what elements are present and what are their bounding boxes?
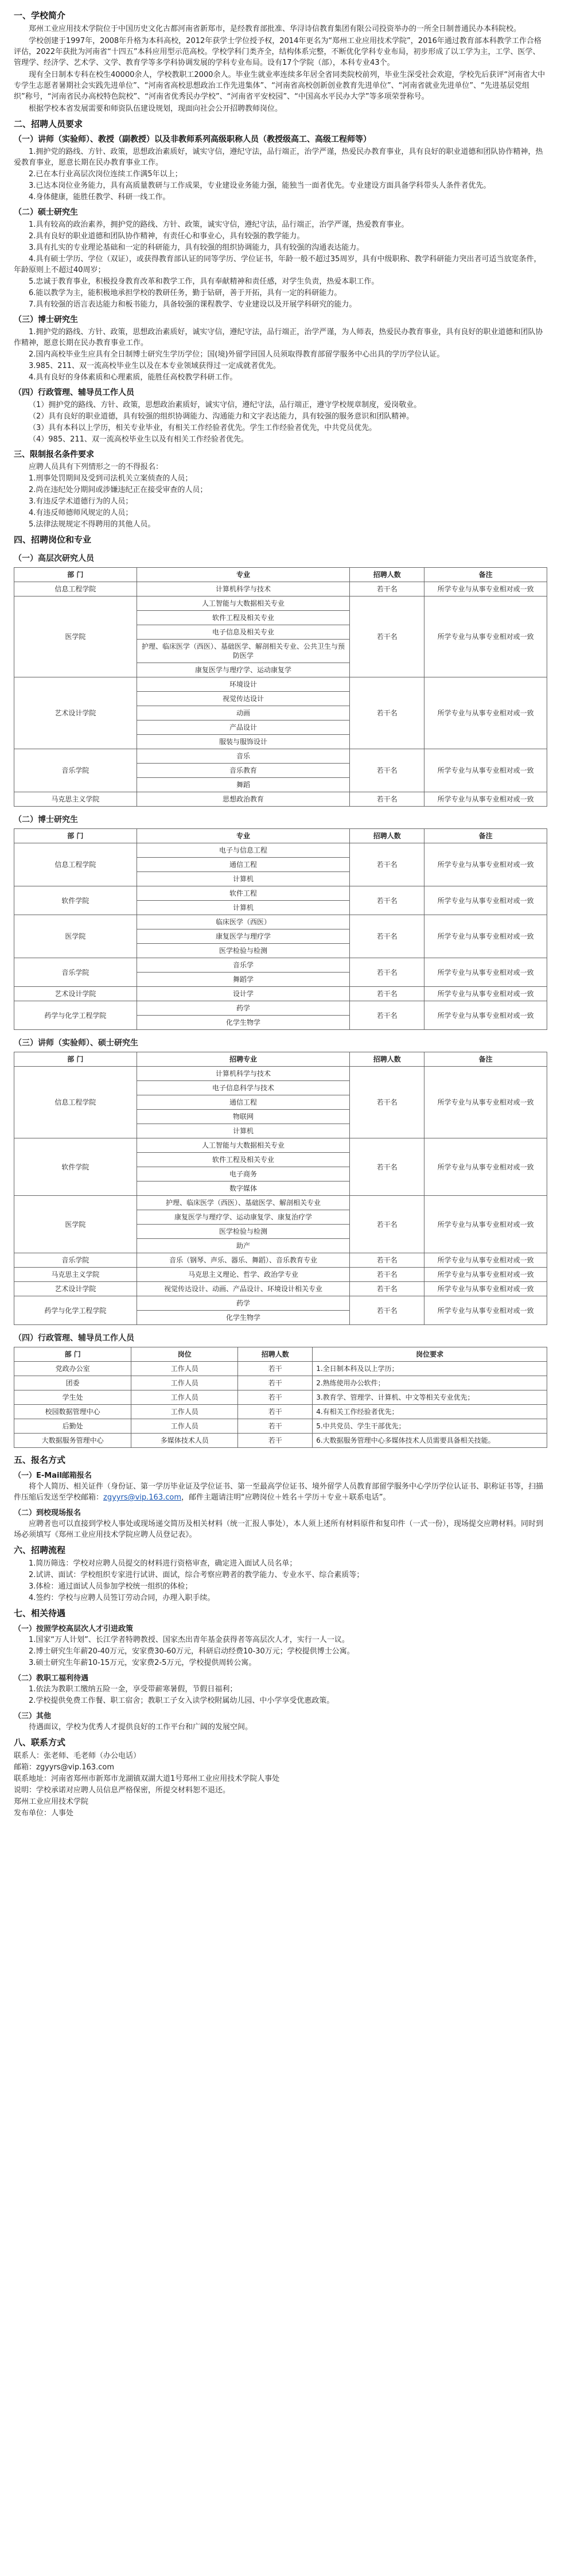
- table-4: [14, 1347, 547, 1448]
- requirement-item: 4.有违反师德师风规定的人员；: [29, 509, 133, 517]
- benefits-list: [14, 1622, 547, 1733]
- major-cell: 计算机: [137, 872, 350, 886]
- major-cell: 电子信息及相关专业: [137, 625, 350, 640]
- requirement-cell: 4.有相关工作经验者优先；: [313, 1405, 547, 1419]
- major-cell: 动画: [137, 706, 350, 720]
- count-cell: 若干名: [350, 987, 424, 1001]
- major-cell: 思想政治教育: [137, 792, 350, 807]
- table-header-cell: 备注: [424, 1052, 547, 1067]
- benefit-title: （三）其他: [14, 1712, 52, 1721]
- post-cell: 工作人员: [131, 1362, 238, 1376]
- major-cell: 音乐学: [137, 958, 350, 973]
- benefits-section: [14, 1607, 547, 1733]
- requirement-item: （4）985、211、双一流高校毕业生以及有相关工作经验者优先。: [29, 435, 248, 444]
- note-cell: 所学专业与从事专业相对或一致: [424, 677, 547, 749]
- dept-cell: 校园数据管理中心: [14, 1405, 131, 1419]
- dept-cell: 信息工程学院: [14, 1067, 137, 1138]
- count-cell: 若干名: [350, 1196, 424, 1253]
- table-header-cell: 专业: [137, 829, 350, 843]
- benefit-item: 待遇面议，学校为优秀人才提供良好的工作平台和广阔的发展空间。: [29, 1723, 253, 1731]
- major-cell: 医学检验与检测: [137, 1225, 350, 1239]
- dept-cell: 艺术设计学院: [14, 1282, 137, 1296]
- process-list: [14, 1558, 547, 1603]
- table-header-cell: 招聘专业: [137, 1052, 350, 1067]
- benefit-item: 2.博士研究生年薪20-40万元，安家费30-60万元，科研启动经费10-30万元；学校提供博士公寓。: [29, 1647, 354, 1656]
- note-cell: 所学专业与从事专业相对或一致: [424, 1067, 547, 1138]
- process-heading: 六、招聘流程: [14, 1545, 66, 1555]
- dept-cell: 医学院: [14, 1196, 137, 1253]
- requirement-item: 4.具有硕士学历、学位（双证），或获得教育部认证的同等学历、学位证书，年龄一般不超过35周岁，具有中级职称、教学科研能力突出者可适当放宽条件，年龄原则上不超过40周岁；: [14, 255, 541, 274]
- major-cell: 药学: [137, 1296, 350, 1311]
- table-row: [14, 1138, 547, 1153]
- dept-cell: 艺术设计学院: [14, 677, 137, 749]
- post-cell: 工作人员: [131, 1376, 238, 1390]
- table-2-title: （二）博士研究生: [14, 815, 78, 824]
- process-item: 3.体检：通过面试人员参加学校统一组织的体检；: [29, 1582, 193, 1591]
- requirement-item: 4.身体健康，能胜任教学、科研一线工作。: [29, 193, 170, 202]
- major-cell: 康复医学与理疗学、运动康复学、康复治疗学: [137, 1210, 350, 1225]
- table-header-cell: 部 门: [14, 829, 137, 843]
- position-group-items: [14, 219, 547, 310]
- table-row: [14, 1362, 547, 1376]
- table-row: [14, 1253, 547, 1268]
- process-item: 4.签约：学校与应聘人员签订劳动合同，办理入职手续。: [29, 1594, 215, 1602]
- count-cell: 若干名: [350, 677, 424, 749]
- table-row: [14, 987, 547, 1001]
- requirement-item: 5.法律法规规定不得聘用的其他人员。: [29, 520, 155, 529]
- requirement-cell: 1.全日制本科及以上学历；: [313, 1362, 547, 1376]
- table-row: [14, 596, 547, 611]
- major-cell: 康复医学与理疗学: [137, 929, 350, 944]
- major-cell: 视觉传达设计: [137, 692, 350, 706]
- benefit-item: 1.国家“万人计划”、长江学者特聘教授、国家杰出青年基金获得者等高层次人才，实行一人一议。: [29, 1636, 349, 1644]
- position-group-title: 三、限制报名条件要求: [14, 450, 94, 459]
- requirement-item: 2.已在本行业高层次岗位连续工作满5年以上；: [29, 170, 182, 179]
- count-cell: 若干名: [350, 1282, 424, 1296]
- intro-paragraph: 学校创建于1997年，2008年升格为本科高校，2012年获学士学位授予权，2014年更名为“郑州工业应用技术学院”，2016年通过教育部本科教学工作合格评估，2022年获批为河南省“十四五”本科应用型示范高校。学校学科门类齐全，结构体系完整，不断优化学科专业布局，初步形成了以工学为主，工学、医学、管理学、经济学、艺术学、文学、教育学等多学科协调发展的学科专业布局。设有17个学院（部），本科专业43个。: [14, 37, 541, 67]
- major-cell: 软件工程及相关专业: [137, 1153, 350, 1167]
- dept-cell: 药学与化学工程学院: [14, 1296, 137, 1325]
- major-cell: 电子与信息工程: [137, 843, 350, 858]
- table-row: [14, 1282, 547, 1296]
- count-cell: 若干名: [350, 958, 424, 987]
- table-header-cell: 部 门: [14, 1052, 137, 1067]
- requirement-item: （2）具有良好的职业道德，具有较强的组织协调能力、沟通能力和文字表达能力，具有较强的服务意识和团队精神。: [29, 412, 414, 421]
- dept-cell: 后勤处: [14, 1419, 131, 1434]
- apply-email-text: 将个人简历、相关证件（身份证、第一学历毕业证及学位证书、第一至最高学位证书、境外留学人员教育部留学服务中心学历学位认证书、职称证书等，扫描件压缩后发送至学校邮箱：zgyyrs@vip.163.com，邮件主题请注明“应聘岗位＋姓名＋学历＋专业＋联系电话”。: [14, 1482, 544, 1502]
- process-item: 1.简历筛选：学校对应聘人员提交的材料进行资格审查，确定进入面试人员名单；: [29, 1559, 297, 1568]
- table-row: [14, 1296, 547, 1311]
- requirement-item: 2.国内高校毕业生应具有全日制博士研究生学历学位；国(境)外留学回国人员须取得教育部留学服务中心出具的学历学位认证。: [29, 350, 445, 359]
- major-cell: 通信工程: [137, 858, 350, 872]
- requirement-item: 1.拥护党的路线、方针、政策，思想政治素质好，诚实守信，遵纪守法，品行端正，治学严谨，为人师表，热爱民办教育事业，具有良好的职业道德和团队协作精神，愿意长期在民办教育事业工作。: [14, 328, 543, 347]
- requirement-item: （3）具有本科以上学历，相关专业毕业，有相关工作经验者优先。学生工作经验者优先，中共党员优先。: [29, 424, 377, 432]
- count-cell: 若干名: [350, 792, 424, 807]
- apply-email-link[interactable]: zgyyrs@vip.163.com: [103, 1493, 181, 1502]
- major-cell: 音乐: [137, 749, 350, 764]
- position-group-items: [14, 146, 547, 203]
- tables-heading: 四、招聘岗位和专业: [14, 534, 92, 545]
- table-row: [14, 1067, 547, 1081]
- note-cell: 所学专业与从事专业相对或一致: [424, 1138, 547, 1196]
- major-cell: 计算机: [137, 901, 350, 915]
- intro-heading: 一、学校简介: [14, 10, 66, 21]
- note-cell: 所学专业与从事专业相对或一致: [424, 792, 547, 807]
- dept-cell: 医学院: [14, 915, 137, 958]
- major-cell: 服装与服饰设计: [137, 735, 350, 749]
- requirement-cell: 2.熟练使用办公软件；: [313, 1376, 547, 1390]
- contact-line: 联系地址：河南省郑州市新郑市龙湖镇双湖大道1号郑州工业应用技术学院人事处: [14, 1775, 280, 1783]
- dept-cell: 大数据服务管理中心: [14, 1434, 131, 1448]
- post-cell: 工作人员: [131, 1419, 238, 1434]
- table-row: [14, 1376, 547, 1390]
- dept-cell: 马克思主义学院: [14, 792, 137, 807]
- benefit-item: 2.学校提供免费工作餐、职工宿舍；教职工子女入读学校附属幼儿园、中小学享受优惠政策。: [29, 1696, 334, 1705]
- table-2: [14, 828, 547, 1030]
- table-row: [14, 843, 547, 858]
- dept-cell: 信息工程学院: [14, 843, 137, 886]
- process-section: [14, 1544, 547, 1603]
- table-header-cell: 备注: [424, 568, 547, 582]
- count-cell: 若干名: [350, 596, 424, 677]
- count-cell: 若干: [238, 1419, 313, 1434]
- note-cell: 所学专业与从事专业相对或一致: [424, 1296, 547, 1325]
- benefits-heading: 七、相关待遇: [14, 1608, 66, 1618]
- count-cell: 若干名: [350, 843, 424, 886]
- contact-line: 发布单位：人事处: [14, 1809, 74, 1818]
- table-1-title: （一）高层次研究人员: [14, 554, 94, 563]
- count-cell: 若干: [238, 1405, 313, 1419]
- requirement-item: 5.忠诚于教育事业，积极投身教育改革和教学工作，具有奉献精神和责任感，对学生负责，热爱本职工作。: [29, 277, 379, 286]
- major-cell: 产品设计: [137, 720, 350, 735]
- requirement-item: 应聘人员具有下列情形之一的不得报名：: [29, 463, 163, 471]
- dept-cell: 药学与化学工程学院: [14, 1001, 137, 1030]
- position-group-items: [14, 462, 547, 530]
- major-cell: 康复医学与理疗学、运动康复学: [137, 663, 350, 677]
- requirement-item: 3.985、211、双一流高校毕业生以及在本专业领域获得过一定成就者优先。: [29, 362, 281, 370]
- contact-list: [14, 1750, 547, 1819]
- major-cell: 护理、临床医学（西医）、基础医学、解剖相关专业: [137, 1196, 350, 1210]
- note-cell: 所学专业与从事专业相对或一致: [424, 987, 547, 1001]
- table-row: [14, 1196, 547, 1210]
- dept-cell: 音乐学院: [14, 1253, 137, 1268]
- table-header-cell: 招聘人数: [350, 829, 424, 843]
- table-3: [14, 1052, 547, 1325]
- major-cell: 音乐教育: [137, 764, 350, 778]
- major-cell: 马克思主义理论、哲学、政治学专业: [137, 1268, 350, 1282]
- table-header-cell: 招聘人数: [350, 568, 424, 582]
- process-item: 2.试讲、面试：学校组织专家进行试讲、面试，综合考察应聘者的教学能力、专业水平、综合素质等；: [29, 1571, 364, 1579]
- post-cell: 工作人员: [131, 1405, 238, 1419]
- dept-cell: 软件学院: [14, 1138, 137, 1196]
- major-cell: 化学生物学: [137, 1311, 350, 1325]
- note-cell: 所学专业与从事专业相对或一致: [424, 596, 547, 677]
- positions-section: [14, 118, 547, 530]
- apply-section: [14, 1454, 547, 1540]
- dept-cell: 团委: [14, 1376, 131, 1390]
- apply-heading: 五、报名方式: [14, 1455, 66, 1465]
- table-row: [14, 792, 547, 807]
- position-group-title: （一）讲师（实验师）、教授（副教授）以及非教师系列高级职称人员（教授级高工、高级工程师等）: [14, 135, 371, 144]
- intro-section: [14, 9, 547, 114]
- benefit-title: （一）按照学校高层次人才引进政策: [14, 1625, 134, 1633]
- benefit-item: 1.依法为教职工缴纳五险一金，享受带薪寒暑假，节假日福利；: [29, 1685, 237, 1694]
- table-row: [14, 1419, 547, 1434]
- dept-cell: 医学院: [14, 596, 137, 677]
- dept-cell: 音乐学院: [14, 749, 137, 792]
- count-cell: 若干名: [350, 1296, 424, 1325]
- major-cell: 设计学: [137, 987, 350, 1001]
- table-header-cell: 岗位要求: [313, 1347, 547, 1362]
- major-cell: 化学生物学: [137, 1016, 350, 1030]
- table-row: [14, 582, 547, 596]
- contact-line: 联系人：张老师、毛老师（办公电话）: [14, 1752, 141, 1760]
- requirement-item: 3.具有扎实的专业理论基础和一定的科研能力，具有较强的组织协调能力，具有较强的沟通表达能力。: [29, 243, 364, 252]
- requirement-item: 2.具有良好的职业道德和团队协作精神，有责任心和事业心，具有较强的教学能力。: [29, 232, 305, 241]
- requirement-item: 3.有违反学术道德行为的人员；: [29, 497, 133, 506]
- major-cell: 视觉传达设计、动画、产品设计、环境设计相关专业: [137, 1282, 350, 1296]
- table-row: [14, 1001, 547, 1016]
- requirement-item: 1.拥护党的路线、方针、政策，思想政治素质好，诚实守信，遵纪守法，品行端正，治学严谨，热爱民办教育事业，具有良好的职业道德和团队协作精神，热爱教育事业，愿意长期在民办教育事业工作。: [14, 148, 543, 167]
- post-cell: 多媒体技术人员: [131, 1434, 238, 1448]
- dept-cell: 马克思主义学院: [14, 1268, 137, 1282]
- table-header-cell: 备注: [424, 829, 547, 843]
- table-row: [14, 1390, 547, 1405]
- table-row: [14, 1405, 547, 1419]
- major-cell: 计算机科学与技术: [137, 1067, 350, 1081]
- position-group-title: （二）硕士研究生: [14, 208, 78, 217]
- contact-section: [14, 1736, 547, 1819]
- intro-paragraph: 现有全日制本专科在校生40000余人，学校教职工2000余人。毕业生就业率连续多年居全省同类院校前列，毕业生深受社会欢迎，学校先后获评“河南省大中专学生志愿者暑期社会实践先进单位”、“河南省高校思想政治工作先进集体”、“河南省高校创新创业教育先进单位”、“河南省就业先进单位”、“先进基层党组织”称号，“河南省民办高校特色院校”、“河南省优秀民办学校”、“河南省平安校园”、“中国高水平民办大学”等多项荣誉称号。: [14, 71, 546, 101]
- note-cell: 所学专业与从事专业相对或一致: [424, 582, 547, 596]
- position-groups: [14, 133, 547, 530]
- positions-heading: 二、招聘人员要求: [14, 119, 83, 129]
- table-header-cell: 岗位: [131, 1347, 238, 1362]
- table-header-cell: 招聘人数: [350, 1052, 424, 1067]
- major-cell: 舞蹈学: [137, 973, 350, 987]
- dept-cell: 音乐学院: [14, 958, 137, 987]
- dept-cell: 软件学院: [14, 886, 137, 915]
- table-row: [14, 886, 547, 901]
- note-cell: 所学专业与从事专业相对或一致: [424, 1196, 547, 1253]
- major-cell: 临床医学（西医）: [137, 915, 350, 929]
- note-cell: 所学专业与从事专业相对或一致: [424, 886, 547, 915]
- table-header-cell: 招聘人数: [238, 1347, 313, 1362]
- note-cell: 所学专业与从事专业相对或一致: [424, 958, 547, 987]
- major-cell: 计算机: [137, 1124, 350, 1138]
- requirement-cell: 3.教育学、管理学、计算机、中文等相关专业优先；: [313, 1390, 547, 1405]
- count-cell: 若干名: [350, 582, 424, 596]
- requirement-item: 7.具有较强的语言表达能力和板书能力，具备较强的课程教学、专业建设以及开展学科研究的能力。: [29, 300, 357, 309]
- requirement-item: （1）拥护党的路线、方针、政策，思想政治素质好，诚实守信，遵纪守法，品行端正，遵守学校规章制度，爱岗敬业。: [29, 401, 422, 409]
- requirement-item: 4.具有良好的身体素质和心理素质，能胜任高校教学科研工作。: [29, 373, 237, 382]
- benefit-title: （二）教职工福利待遇: [14, 1674, 89, 1683]
- major-cell: 软件工程及相关专业: [137, 611, 350, 625]
- major-cell: 数字媒体: [137, 1182, 350, 1196]
- contact-heading: 八、联系方式: [14, 1737, 66, 1748]
- requirement-cell: 6.大数据服务管理中心多媒体技术人员需要具备相关技能。: [313, 1434, 547, 1448]
- major-cell: 药学: [137, 1001, 350, 1016]
- requirement-cell: 5.中共党员、学生干部优先；: [313, 1419, 547, 1434]
- table-3-title: （三）讲师（实验师）、硕士研究生: [14, 1039, 138, 1048]
- position-group-items: [14, 327, 547, 383]
- note-cell: 所学专业与从事专业相对或一致: [424, 1268, 547, 1282]
- contact-line: 邮箱：zgyyrs@vip.163.com: [14, 1763, 114, 1772]
- position-group-title: （四）行政管理、辅导员工作人员: [14, 388, 134, 397]
- post-cell: 工作人员: [131, 1390, 238, 1405]
- major-cell: 软件工程: [137, 886, 350, 901]
- major-cell: 舞蹈: [137, 778, 350, 792]
- major-cell: 助产: [137, 1239, 350, 1253]
- contact-line: 郑州工业应用技术学院: [14, 1798, 89, 1806]
- table-row: [14, 958, 547, 973]
- major-cell: 电子信息科学与技术: [137, 1081, 350, 1095]
- dept-cell: 学生处: [14, 1390, 131, 1405]
- intro-paragraph: 郑州工业应用技术学院位于中国历史文化古都河南省新郑市，是经教育部批准、华浔诗信教育集团有限公司投资举办的一所全日制普通民办本科院校。: [29, 25, 521, 33]
- intro-paragraphs: [14, 24, 547, 114]
- table-4-title: （四）行政管理、辅导员工作人员: [14, 1334, 134, 1343]
- count-cell: 若干名: [350, 1138, 424, 1196]
- requirement-item: 6.能以教学为主，能积极地承担学校的教研任务，勤于钻研，善于开拓，具有一定的科研能力。: [29, 289, 342, 297]
- position-group-title: （三）博士研究生: [14, 315, 78, 324]
- requirement-item: 1.具有较高的政治素养，拥护党的路线、方针、政策，诚实守信，遵纪守法，品行端正，治学严谨，热爱教育事业。: [29, 220, 409, 229]
- note-cell: 所学专业与从事专业相对或一致: [424, 749, 547, 792]
- dept-cell: 党政办公室: [14, 1362, 131, 1376]
- count-cell: 若干: [238, 1390, 313, 1405]
- major-cell: 护理、临床医学（西医）、基础医学、解剖相关专业、公共卫生与预防医学: [137, 640, 350, 663]
- requirement-item: 3.已达本岗位业务能力，具有高质量教研与工作成果，专业建设业务能力强，能独当一面者优先。专业建设方面具备学科带头人条件者优先。: [29, 181, 491, 190]
- major-cell: 环境设计: [137, 677, 350, 692]
- count-cell: 若干名: [350, 1067, 424, 1138]
- major-cell: 电子商务: [137, 1167, 350, 1182]
- table-1: [14, 567, 547, 807]
- intro-paragraph: 根据学校本省发展需要和师资队伍建设规划，现面向社会公开招聘教师岗位。: [29, 104, 283, 113]
- contact-line: 说明：学校承诺对应聘人员信息严格保密，所提交材料恕不退还。: [14, 1786, 231, 1795]
- table-row: [14, 1434, 547, 1448]
- table-row: [14, 1268, 547, 1282]
- major-cell: 物联网: [137, 1110, 350, 1124]
- major-cell: 音乐（钢琴、声乐、器乐、舞蹈）、音乐教育专业: [137, 1253, 350, 1268]
- count-cell: 若干名: [350, 886, 424, 915]
- apply-email-title: （一）E-Mail邮箱报名: [14, 1471, 92, 1480]
- note-cell: 所学专业与从事专业相对或一致: [424, 1282, 547, 1296]
- major-cell: 人工智能与大数据相关专业: [137, 1138, 350, 1153]
- table-row: [14, 677, 547, 692]
- table-header-cell: 部 门: [14, 1347, 131, 1362]
- note-cell: 所学专业与从事专业相对或一致: [424, 1001, 547, 1030]
- major-cell: 通信工程: [137, 1095, 350, 1110]
- table-row: [14, 749, 547, 764]
- note-cell: 所学专业与从事专业相对或一致: [424, 1253, 547, 1268]
- tables-section: [14, 533, 547, 1448]
- count-cell: 若干名: [350, 1253, 424, 1268]
- count-cell: 若干名: [350, 1001, 424, 1030]
- dept-cell: 信息工程学院: [14, 582, 137, 596]
- count-cell: 若干: [238, 1434, 313, 1448]
- table-row: [14, 915, 547, 929]
- requirement-item: 1.刑事处罚期间及受到司法机关立案侦查的人员；: [29, 474, 193, 483]
- major-cell: 医学检验与检测: [137, 944, 350, 958]
- major-cell: 计算机科学与技术: [137, 582, 350, 596]
- count-cell: 若干名: [350, 915, 424, 958]
- major-cell: 人工智能与大数据相关专业: [137, 596, 350, 611]
- note-cell: 所学专业与从事专业相对或一致: [424, 843, 547, 886]
- table-header-cell: 部 门: [14, 568, 137, 582]
- count-cell: 若干: [238, 1376, 313, 1390]
- count-cell: 若干: [238, 1362, 313, 1376]
- position-group-items: [14, 400, 547, 445]
- count-cell: 若干名: [350, 749, 424, 792]
- table-header-cell: 专业: [137, 568, 350, 582]
- note-cell: 所学专业与从事专业相对或一致: [424, 915, 547, 958]
- benefit-item: 3.硕士研究生年薪10-15万元，安家费2-5万元，学校提供周转公寓。: [29, 1659, 256, 1667]
- dept-cell: 艺术设计学院: [14, 987, 137, 1001]
- apply-onsite-text: 应聘者也可以直接到学校人事处或现场递交简历及相关材料（统一汇报人事处），本人须上述所有材料原件和复印件（一式一份），现场提交应聘材料。同时到场必须填写《郑州工业应用技术学院应聘人员登记表》。: [14, 1520, 544, 1539]
- apply-onsite-title: （二）到校现场报名: [14, 1509, 81, 1517]
- requirement-item: 2.尚在违纪处分期间或涉嫌违纪正在接受审查的人员；: [29, 486, 208, 494]
- count-cell: 若干名: [350, 1268, 424, 1282]
